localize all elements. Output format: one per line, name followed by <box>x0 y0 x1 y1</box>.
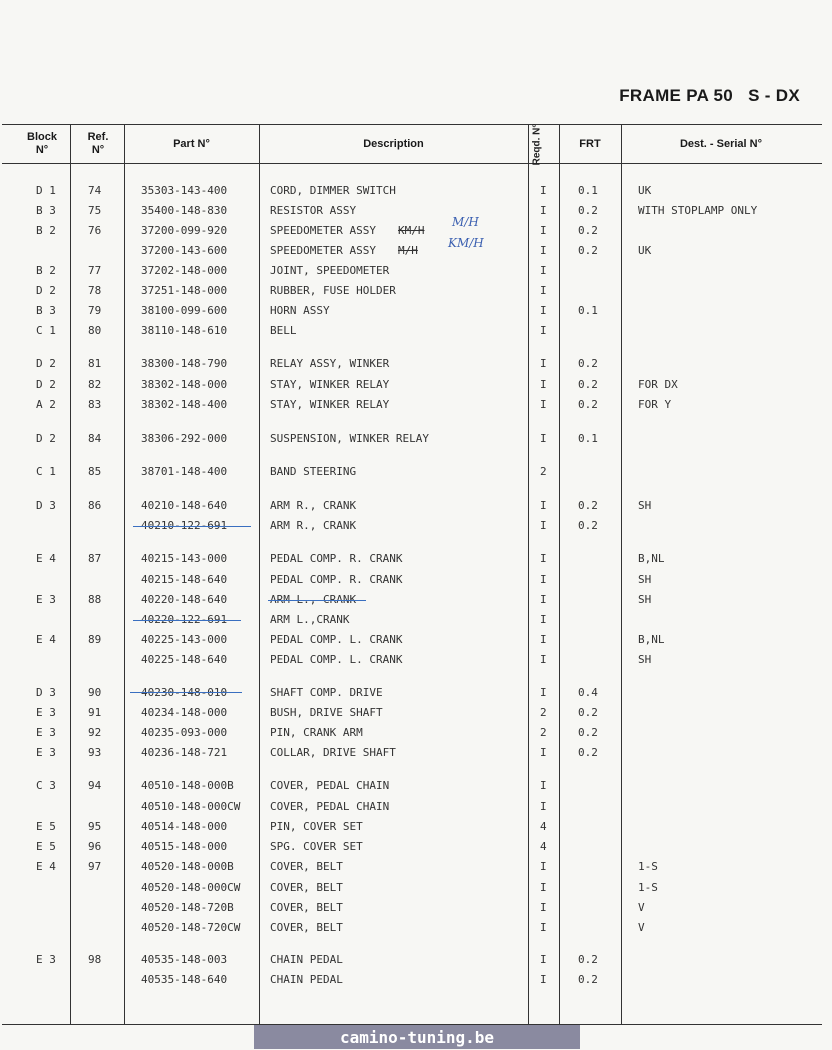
frt-cell: 0.2 <box>578 224 598 237</box>
table-row <box>0 204 832 222</box>
block-cell: E 4 <box>36 552 56 565</box>
quantity-cell: I <box>540 552 547 565</box>
part-number-cell: 40520-148-000CW <box>141 881 241 894</box>
part-number-cell: 40535-148-003 <box>141 953 228 966</box>
block-cell: A 2 <box>36 398 56 411</box>
table-row <box>0 304 832 322</box>
part-number-cell: 37200-099-920 <box>141 224 228 237</box>
description-cell: STAY, WINKER RELAY <box>270 398 390 411</box>
part-number-cell: 40230-148-010 <box>141 686 228 699</box>
description-cell: ARM L., CRANK <box>270 593 357 606</box>
header-part: Part N° <box>173 137 210 150</box>
header-ref: Ref. N° <box>87 131 109 156</box>
description-cell: SPG. COVER SET <box>270 840 363 853</box>
part-number-cell: 37251-148-000 <box>141 284 228 297</box>
ref-cell: 77 <box>88 264 102 277</box>
part-number-cell: 35303-143-400 <box>141 184 228 197</box>
destination-cell: SH <box>638 593 652 606</box>
table-row <box>0 499 832 517</box>
ref-cell: 95 <box>88 820 102 833</box>
header-dest: Dest. - Serial N° <box>679 137 763 150</box>
ref-cell: 78 <box>88 284 102 297</box>
table-row <box>0 573 832 591</box>
table-row <box>0 465 832 483</box>
quantity-cell: I <box>540 224 547 237</box>
handwritten-note: M/H <box>452 215 479 229</box>
table-row <box>0 800 832 818</box>
description-cell: CORD, DIMMER SWITCH <box>270 184 396 197</box>
frt-cell: 0.1 <box>578 432 598 445</box>
ref-cell: 82 <box>88 378 102 391</box>
description-cell: RESISTOR ASSY <box>270 204 357 217</box>
part-number-cell: 40236-148-721 <box>141 746 228 759</box>
ref-cell: 97 <box>88 860 102 873</box>
table-row <box>0 706 832 724</box>
description-cell: PEDAL COMP. R. CRANK <box>270 552 403 565</box>
description-cell: CHAIN PEDAL <box>270 953 343 966</box>
table-row <box>0 398 832 416</box>
description-cell: COVER, BELT <box>270 921 343 934</box>
block-cell: E 3 <box>36 746 56 759</box>
quantity-cell: I <box>540 324 547 337</box>
frt-cell: 0.2 <box>578 726 598 739</box>
block-cell: E 4 <box>36 860 56 873</box>
frt-cell: 0.2 <box>578 519 598 532</box>
block-cell: D 1 <box>36 184 56 197</box>
quantity-cell: I <box>540 264 547 277</box>
header-reqd: Reqd. N° <box>531 123 543 165</box>
table-row <box>0 881 832 899</box>
description-cell: SPEEDOMETER ASSY <box>270 224 376 237</box>
table-row <box>0 613 832 631</box>
description-cell: HORN ASSY <box>270 304 330 317</box>
quantity-cell: I <box>540 860 547 873</box>
destination-cell: SH <box>638 499 652 512</box>
struck-text: M/H <box>398 244 418 257</box>
description-cell: ARM R., CRANK <box>270 519 357 532</box>
ref-cell: 83 <box>88 398 102 411</box>
table-row <box>0 746 832 764</box>
quantity-cell: I <box>540 800 547 813</box>
part-number-cell: 40520-148-720B <box>141 901 234 914</box>
block-cell: B 3 <box>36 204 56 217</box>
ref-cell: 80 <box>88 324 102 337</box>
header-block: Block N° <box>27 131 57 156</box>
block-cell: E 3 <box>36 706 56 719</box>
quantity-cell: I <box>540 378 547 391</box>
description-cell: BAND STEERING <box>270 465 357 478</box>
description-cell: PEDAL COMP. R. CRANK <box>270 573 403 586</box>
quantity-cell: I <box>540 499 547 512</box>
description-cell: STAY, WINKER RELAY <box>270 378 390 391</box>
part-number-cell: 38302-148-000 <box>141 378 228 391</box>
part-number-cell: 35400-148-830 <box>141 204 228 217</box>
quantity-cell: I <box>540 398 547 411</box>
ref-cell: 89 <box>88 633 102 646</box>
ref-cell: 84 <box>88 432 102 445</box>
ref-cell: 93 <box>88 746 102 759</box>
frt-cell: 0.2 <box>578 378 598 391</box>
table-row <box>0 593 832 611</box>
table-row <box>0 378 832 396</box>
table-row <box>0 653 832 671</box>
destination-cell: UK <box>638 184 652 197</box>
quantity-cell: I <box>540 284 547 297</box>
table-row <box>0 184 832 202</box>
description-cell: JOINT, SPEEDOMETER <box>270 264 390 277</box>
part-number-cell: 40225-148-640 <box>141 653 228 666</box>
description-cell: BUSH, DRIVE SHAFT <box>270 706 383 719</box>
frt-cell: 0.2 <box>578 706 598 719</box>
handwritten-note: KM/H <box>448 236 484 250</box>
quantity-cell: I <box>540 953 547 966</box>
part-number-cell: 40535-148-640 <box>141 973 228 986</box>
ref-cell: 74 <box>88 184 102 197</box>
destination-cell: V <box>638 901 645 914</box>
destination-cell: V <box>638 921 645 934</box>
description-cell: PEDAL COMP. L. CRANK <box>270 653 403 666</box>
destination-cell: FOR Y <box>638 398 672 411</box>
block-cell: C 1 <box>36 465 56 478</box>
destination-cell: 1-S <box>638 860 658 873</box>
block-cell: B 2 <box>36 264 56 277</box>
part-number-cell: 37200-143-600 <box>141 244 228 257</box>
ref-cell: 98 <box>88 953 102 966</box>
ref-cell: 85 <box>88 465 102 478</box>
quantity-cell: I <box>540 653 547 666</box>
table-row <box>0 633 832 651</box>
quantity-cell: I <box>540 204 547 217</box>
table-row <box>0 224 832 242</box>
block-cell: C 3 <box>36 779 56 792</box>
ref-cell: 94 <box>88 779 102 792</box>
table-row <box>0 324 832 342</box>
table-row <box>0 432 832 450</box>
part-number-cell: 40210-148-640 <box>141 499 228 512</box>
table-row <box>0 840 832 858</box>
frt-cell: 0.2 <box>578 499 598 512</box>
block-cell: D 2 <box>36 432 56 445</box>
part-number-cell: 38300-148-790 <box>141 357 228 370</box>
table-row <box>0 820 832 838</box>
description-cell: COLLAR, DRIVE SHAFT <box>270 746 396 759</box>
pen-underline <box>130 692 242 693</box>
ref-cell: 88 <box>88 593 102 606</box>
description-cell: BELL <box>270 324 297 337</box>
ref-cell: 79 <box>88 304 102 317</box>
part-number-cell: 38302-148-400 <box>141 398 228 411</box>
block-cell: E 3 <box>36 726 56 739</box>
frt-cell: 0.2 <box>578 204 598 217</box>
frt-cell: 0.2 <box>578 357 598 370</box>
block-cell: D 2 <box>36 357 56 370</box>
ref-cell: 87 <box>88 552 102 565</box>
quantity-cell: 2 <box>540 465 547 478</box>
table-row <box>0 901 832 919</box>
description-cell: SUSPENSION, WINKER RELAY <box>270 432 429 445</box>
part-number-cell: 38306-292-000 <box>141 432 228 445</box>
part-number-cell: 40215-148-640 <box>141 573 228 586</box>
destination-cell: FOR DX <box>638 378 678 391</box>
quantity-cell: I <box>540 613 547 626</box>
pen-underline <box>133 620 241 621</box>
quantity-cell: 2 <box>540 706 547 719</box>
description-cell: COVER, BELT <box>270 860 343 873</box>
block-cell: B 2 <box>36 224 56 237</box>
part-number-cell: 40220-148-640 <box>141 593 228 606</box>
quantity-cell: I <box>540 973 547 986</box>
quantity-cell: I <box>540 746 547 759</box>
part-number-cell: 40234-148-000 <box>141 706 228 719</box>
ref-cell: 92 <box>88 726 102 739</box>
ref-cell: 75 <box>88 204 102 217</box>
quantity-cell: I <box>540 901 547 914</box>
description-cell: COVER, BELT <box>270 881 343 894</box>
frt-cell: 0.1 <box>578 184 598 197</box>
quantity-cell: 2 <box>540 726 547 739</box>
part-number-cell: 40514-148-000 <box>141 820 228 833</box>
frt-cell: 0.4 <box>578 686 598 699</box>
header-frt: FRT <box>579 137 601 150</box>
ref-cell: 90 <box>88 686 102 699</box>
ref-cell: 96 <box>88 840 102 853</box>
description-cell: PIN, COVER SET <box>270 820 363 833</box>
frt-cell: 0.1 <box>578 304 598 317</box>
quantity-cell: 4 <box>540 820 547 833</box>
destination-cell: 1-S <box>638 881 658 894</box>
ref-cell: 91 <box>88 706 102 719</box>
part-number-cell: 40225-143-000 <box>141 633 228 646</box>
table-row <box>0 264 832 282</box>
part-number-cell: 40520-148-000B <box>141 860 234 873</box>
description-cell: RUBBER, FUSE HOLDER <box>270 284 396 297</box>
part-number-cell: 37202-148-000 <box>141 264 228 277</box>
destination-cell: SH <box>638 653 652 666</box>
table-row <box>0 552 832 570</box>
part-number-cell: 40515-148-000 <box>141 840 228 853</box>
quantity-cell: I <box>540 304 547 317</box>
description-cell: ARM R., CRANK <box>270 499 357 512</box>
frt-cell: 0.2 <box>578 244 598 257</box>
block-cell: E 3 <box>36 953 56 966</box>
header-divider <box>2 163 822 164</box>
part-number-cell: 40510-148-000CW <box>141 800 241 813</box>
block-cell: C 1 <box>36 324 56 337</box>
ref-cell: 81 <box>88 357 102 370</box>
quantity-cell: I <box>540 244 547 257</box>
quantity-cell: I <box>540 633 547 646</box>
description-cell: CHAIN PEDAL <box>270 973 343 986</box>
description-cell: COVER, PEDAL CHAIN <box>270 800 390 813</box>
part-number-cell: 40220-122-691 <box>141 613 228 626</box>
pen-underline <box>133 526 251 527</box>
destination-cell: B,NL <box>638 552 665 565</box>
description-cell: PEDAL COMP. L. CRANK <box>270 633 403 646</box>
quantity-cell: I <box>540 593 547 606</box>
header-description: Description <box>363 137 424 150</box>
description-cell: PIN, CRANK ARM <box>270 726 363 739</box>
table-row <box>0 953 832 971</box>
description-cell: SPEEDOMETER ASSY <box>270 244 376 257</box>
block-cell: D 2 <box>36 284 56 297</box>
quantity-cell: I <box>540 881 547 894</box>
table-row <box>0 357 832 375</box>
description-cell: COVER, BELT <box>270 901 343 914</box>
table-row <box>0 519 832 537</box>
frt-cell: 0.2 <box>578 746 598 759</box>
block-cell: B 3 <box>36 304 56 317</box>
quantity-cell: I <box>540 357 547 370</box>
quantity-cell: I <box>540 921 547 934</box>
destination-cell: UK <box>638 244 652 257</box>
description-cell: ARM L.,CRANK <box>270 613 350 626</box>
quantity-cell: I <box>540 519 547 532</box>
description-cell: SHAFT COMP. DRIVE <box>270 686 383 699</box>
frt-cell: 0.2 <box>578 973 598 986</box>
table-row <box>0 779 832 797</box>
table-row <box>0 726 832 744</box>
block-cell: D 2 <box>36 378 56 391</box>
quantity-cell: I <box>540 686 547 699</box>
part-number-cell: 40210-122-691 <box>141 519 228 532</box>
part-number-cell: 38701-148-400 <box>141 465 228 478</box>
ref-cell: 76 <box>88 224 102 237</box>
block-cell: E 5 <box>36 840 56 853</box>
pen-underline <box>268 600 366 601</box>
description-cell: COVER, PEDAL CHAIN <box>270 779 390 792</box>
part-number-cell: 40215-143-000 <box>141 552 228 565</box>
description-cell: RELAY ASSY, WINKER <box>270 357 390 370</box>
ref-cell: 86 <box>88 499 102 512</box>
block-cell: E 5 <box>36 820 56 833</box>
table-row <box>0 284 832 302</box>
part-number-cell: 40520-148-720CW <box>141 921 241 934</box>
quantity-cell: 4 <box>540 840 547 853</box>
block-cell: D 3 <box>36 686 56 699</box>
frt-cell: 0.2 <box>578 953 598 966</box>
block-cell: E 3 <box>36 593 56 606</box>
destination-cell: SH <box>638 573 652 586</box>
watermark: camino-tuning.be <box>254 1025 580 1049</box>
block-cell: D 3 <box>36 499 56 512</box>
struck-text: KM/H <box>398 224 425 237</box>
table-row <box>0 686 832 704</box>
destination-cell: B,NL <box>638 633 665 646</box>
quantity-cell: I <box>540 432 547 445</box>
table-row <box>0 860 832 878</box>
part-number-cell: 40235-093-000 <box>141 726 228 739</box>
table-row <box>0 973 832 991</box>
block-cell: E 4 <box>36 633 56 646</box>
destination-cell: WITH STOPLAMP ONLY <box>638 204 758 217</box>
quantity-cell: I <box>540 779 547 792</box>
part-number-cell: 40510-148-000B <box>141 779 234 792</box>
table-row <box>0 244 832 262</box>
part-number-cell: 38110-148-610 <box>141 324 228 337</box>
table-row <box>0 921 832 939</box>
quantity-cell: I <box>540 573 547 586</box>
page-title: FRAME PA 50 S - DX <box>619 86 800 105</box>
quantity-cell: I <box>540 184 547 197</box>
frt-cell: 0.2 <box>578 398 598 411</box>
part-number-cell: 38100-099-600 <box>141 304 228 317</box>
